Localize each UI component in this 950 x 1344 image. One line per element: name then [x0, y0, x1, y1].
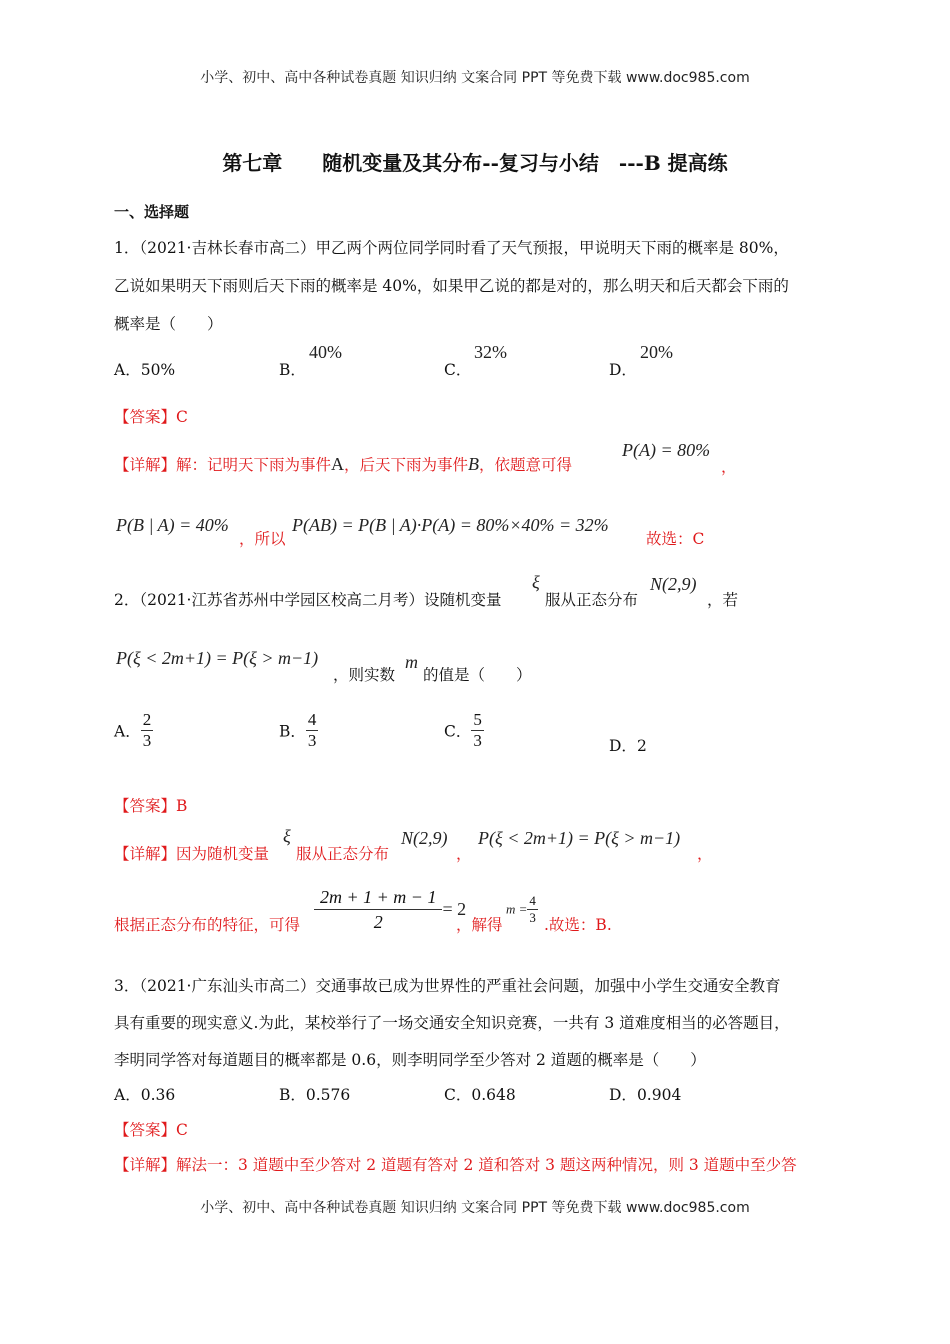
q2-text-line1: 2．（2021·江苏省苏州中学园区校高二月考）设随机变量 — [114, 591, 502, 609]
q1-option-d: D． — [609, 361, 637, 379]
xi-symbol: ξ — [283, 826, 291, 846]
comma: ， — [721, 458, 737, 476]
q3-text-line: 李明同学答对每道题目的概率都是 0.6，则李明同学至少答对 2 道题的概率是（ ） — [114, 1051, 706, 1069]
q2-detail-text: ，解得 — [456, 916, 503, 934]
page-title: 第七章 随机变量及其分布--复习与小结 ---B 提高练 — [222, 151, 728, 175]
q1-option-b: B． — [279, 361, 306, 379]
q3-text-line: 3．（2021·广东汕头市高二）交通事故已成为世界性的严重社会问题，加强中小学生交通安全教育 — [114, 977, 781, 995]
page-header: 小学、初中、高中各种试卷真题 知识归纳 文案合同 PPT 等免费下载 www.doc985.com — [200, 70, 750, 86]
q2-formula-condition: P(ξ < 2m+1) = P(ξ > m−1) — [478, 828, 681, 848]
q2-option-b: B． $\frac{4}{3}$ — [279, 710, 317, 750]
q1-detail-text: ，所以 — [239, 530, 286, 548]
q2-fraction-equation: $\frac{2m + 1 + m - 1}{2}$ = 2 — [314, 885, 466, 934]
m-symbol: m — [405, 652, 418, 672]
xi-symbol: ξ — [532, 572, 540, 592]
section-heading: 一、选择题 — [114, 203, 190, 221]
q2-text: 的值是（ ） — [423, 666, 532, 684]
q2-text: ，则实数 — [333, 666, 396, 684]
q1-option-c-value: 32% — [474, 342, 507, 362]
q2-formula-normal: N(2,9) — [401, 828, 448, 848]
q2-text: ，若 — [707, 591, 739, 609]
q2-text: 服从正态分布 — [545, 591, 639, 609]
q2-formula-normal: N(2,9) — [650, 574, 697, 594]
q1-conclusion: 故选：C — [646, 530, 705, 548]
q3-option-a: A．0.36 — [114, 1086, 176, 1104]
q3-option-b: B．0.576 — [279, 1086, 351, 1104]
q2-m-result: m = $\frac{4}{3}$ — [506, 893, 536, 925]
q1-option-b-value: 40% — [309, 342, 342, 362]
q2-formula-condition: P(ξ < 2m+1) = P(ξ > m−1) — [116, 648, 319, 668]
q2-option-a: A． $\frac{2}{3}$ — [114, 710, 152, 750]
q1-text-line: 乙说如果明天下雨则后天下雨的概率是 40%，如果甲乙说的都是对的，那么明天和后天都会下雨的 — [114, 277, 789, 295]
page-footer: 小学、初中、高中各种试卷真题 知识归纳 文案合同 PPT 等免费下载 www.doc985.com — [200, 1200, 750, 1216]
q1-answer: 【答案】C — [114, 408, 188, 426]
q1-formula-pa: P(A) = 80% — [622, 440, 711, 460]
q2-option-c: C． $\frac{5}{3}$ — [444, 710, 482, 750]
q1-option-d-value: 20% — [640, 342, 673, 362]
q1-formula-pba: P(B | A) = 40% — [116, 515, 229, 535]
q1-option-c: C． — [444, 361, 472, 379]
comma: ， — [456, 845, 472, 863]
q1-option-a: A．50% — [114, 361, 176, 379]
q1-text-line: 概率是（ ） — [114, 315, 223, 333]
q2-answer: 【答案】B — [114, 797, 188, 815]
q3-answer: 【答案】C — [114, 1121, 188, 1139]
q1-text-line: 1．（2021·吉林长春市高二）甲乙两个两位同学同时看了天气预报，甲说明天下雨的概率是 80%， — [114, 239, 789, 257]
q1-formula-pab: P(AB) = P(B | A)·P(A) = 80%×40% = 32% — [292, 515, 609, 535]
q2-conclusion: .故选：B. — [544, 916, 612, 934]
q3-text-line: 具有重要的现实意义.为此，某校举行了一场交通安全知识竞赛，一共有 3 道难度相当的必答题目， — [114, 1014, 790, 1032]
q2-option-d: D．2 — [609, 737, 647, 755]
q2-detail-line1: 【详解】因为随机变量 — [114, 845, 270, 863]
q2-detail-text: 根据正态分布的特征，可得 — [114, 916, 301, 934]
q2-detail-text: 服从正态分布 — [296, 845, 390, 863]
comma: ， — [697, 845, 713, 863]
q3-option-d: D．0.904 — [609, 1086, 682, 1104]
q3-detail-line1: 【详解】解法一：3 道题中至少答对 2 道题有答对 2 道和答对 3 题这两种情况，则 3 道题中至少答 — [114, 1156, 797, 1174]
q1-detail-line1: 【详解】解：记明天下雨为事件A，后天下雨为事件B，依题意可得 — [114, 454, 573, 474]
q3-option-c: C．0.648 — [444, 1086, 516, 1104]
